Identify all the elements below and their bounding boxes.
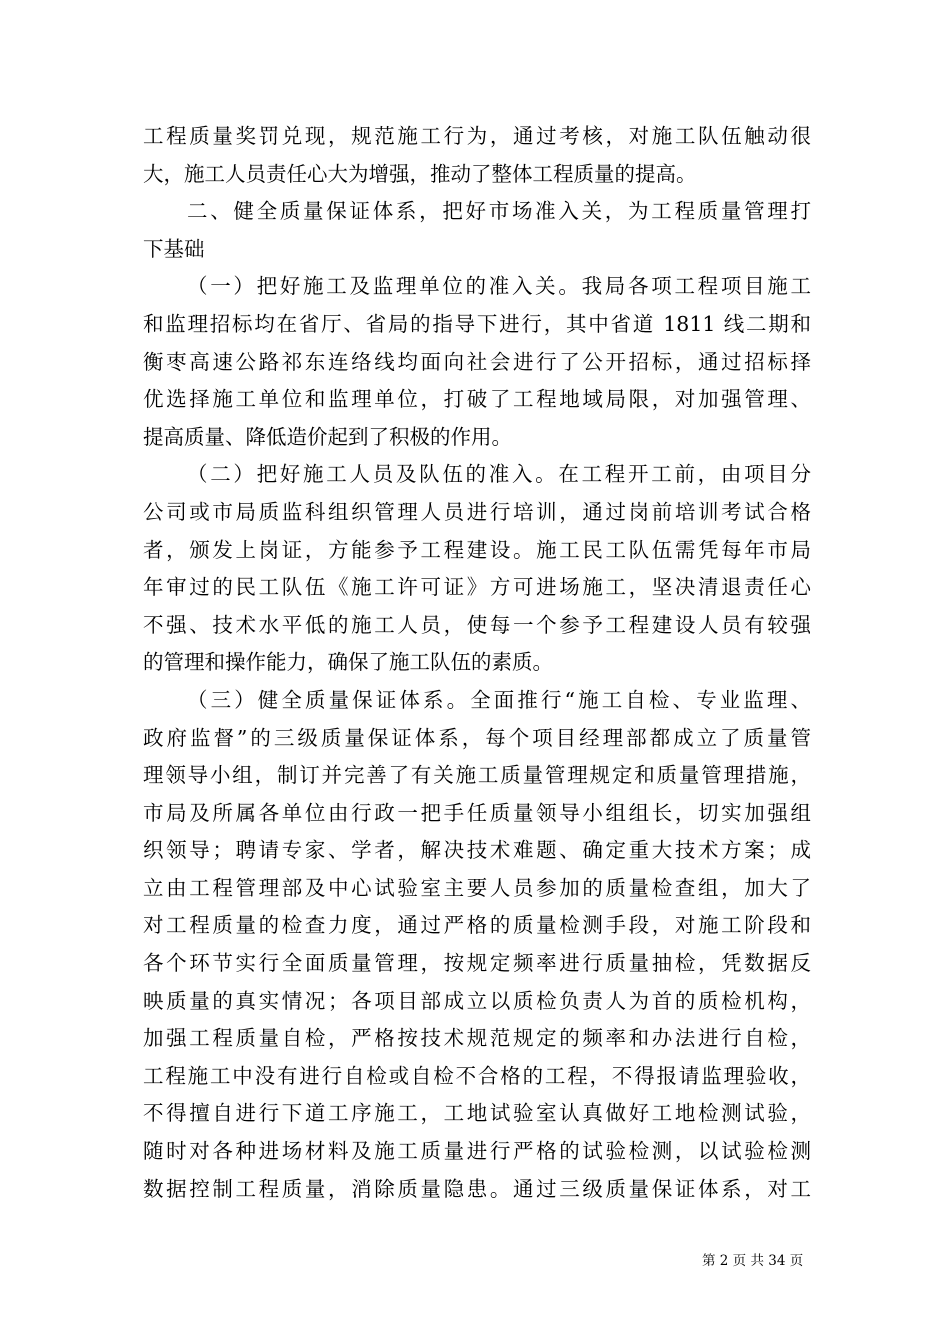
text-line: 理领导小组，制订并完善了有关施工质量管理规定和质量管理措施， [143, 763, 811, 788]
page-number-footer: 第 2 页 共 34 页 [702, 1253, 804, 1269]
text-line: （三）健全质量保证体系。全面推行“施工自检、专业监理、 [187, 687, 811, 712]
text-line: 各个环节实行全面质量管理，按规定频率进行质量抽检，凭数据反 [143, 951, 811, 976]
text-line: 公司或市局质监科组织管理人员进行培训，通过岗前培训考试合格 [143, 499, 811, 524]
text-line: 大，施工人员责任心大为增强，推动了整体工程质量的提高。 [143, 161, 697, 186]
text-line: 年审过的民工队伍《施工许可证》方可进场施工，坚决清退责任心 [143, 575, 811, 600]
text-line: 随时对各种进场材料及施工质量进行严格的试验检测，以试验检测 [143, 1139, 811, 1164]
body-text [143, 118, 811, 1208]
text-line: 提高质量、降低造价起到了积极的作用。 [143, 424, 512, 449]
text-line: 者，颁发上岗证，方能参予工程建设。施工民工队伍需凭每年市局 [143, 537, 811, 562]
text-line: 工程施工中没有进行自检或自检不合格的工程，不得报请监理验收， [143, 1063, 811, 1088]
text-line: 优选择施工单位和监理单位，打破了工程地域局限，对加强管理、 [143, 387, 811, 412]
text-line: 政府监督”的三级质量保证体系，每个项目经理部都成立了质量管 [143, 725, 811, 750]
text-line: 的管理和操作能力，确保了施工队伍的素质。 [143, 650, 553, 675]
text-line: 工程质量奖罚兑现，规范施工行为，通过考核，对施工队伍触动很 [143, 124, 811, 148]
text-line: 不强、技术水平低的施工人员，使每一个参予工程建设人员有较强 [143, 612, 811, 637]
text-line: （二）把好施工人员及队伍的准入。在工程开工前，由项目分 [187, 462, 811, 487]
text-line: 立由工程管理部及中心试验室主要人员参加的质量检查组，加大了 [143, 875, 811, 900]
text-line: 数据控制工程质量，消除质量隐患。通过三级质量保证体系，对工 [143, 1176, 811, 1201]
text-line: 市局及所属各单位由行政一把手任质量领导小组组长，切实加强组 [143, 800, 811, 825]
section-heading-line: 二、健全质量保证体系，把好市场准入关，为工程质量管理打 [187, 199, 811, 224]
section-heading-line: 下基础 [143, 236, 205, 261]
text-line: 衡枣高速公路祁东连络线均面向社会进行了公开招标，通过招标择 [143, 349, 811, 374]
text-line: 不得擅自进行下道工序施工，工地试验室认真做好工地检测试验， [143, 1101, 811, 1126]
text-line: 和监理招标均在省厅、省局的指导下进行，其中省道 1811 线二期和 [143, 311, 811, 336]
text-line: 加强工程质量自检，严格按技术规范规定的频率和办法进行自检， [143, 1026, 811, 1051]
text-line: 织领导；聘请专家、学者，解决技术难题、确定重大技术方案；成 [143, 838, 811, 863]
text-line: 映质量的真实情况；各项目部成立以质检负责人为首的质检机构， [143, 988, 811, 1013]
text-line: （一）把好施工及监理单位的准入关。我局各项工程项目施工 [187, 274, 811, 299]
text-line: 对工程质量的检查力度，通过严格的质量检测手段，对施工阶段和 [143, 913, 811, 938]
